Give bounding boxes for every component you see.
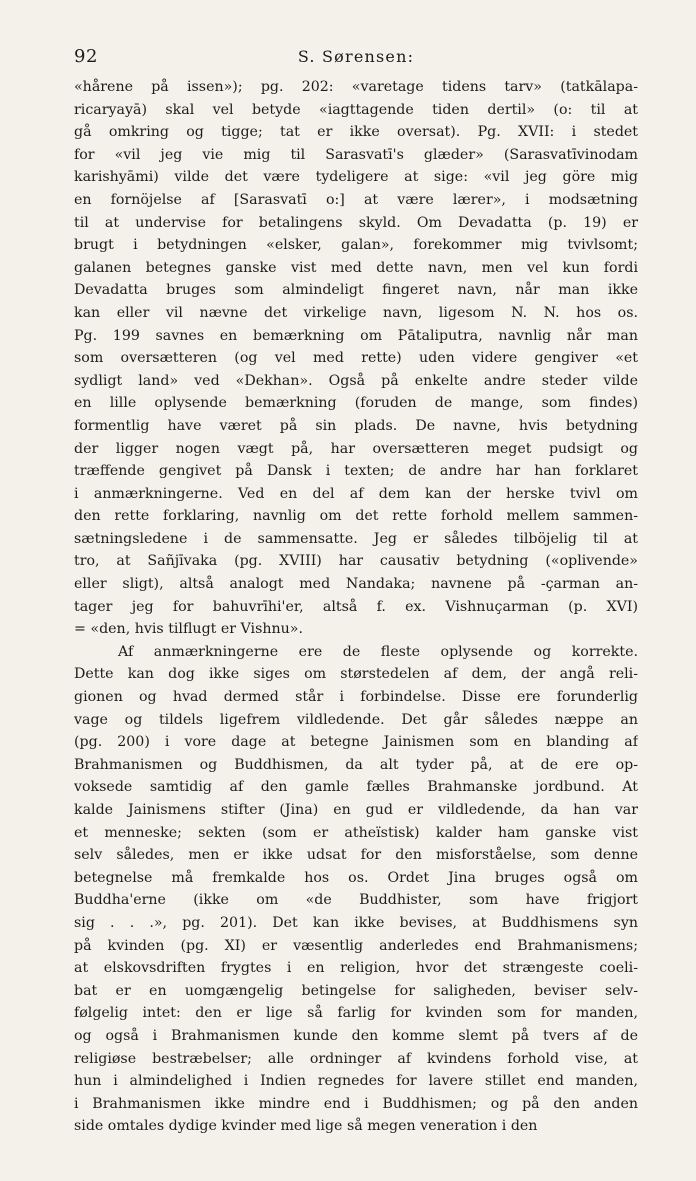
text-line: en lille oplysende bemærkning (foruden de mange, som findes) xyxy=(74,395,638,412)
text-line: i anmærkningerne. Ved en del af dem kan der herske tvivl om xyxy=(74,485,638,502)
text-line: og også i Brahmanismen kunde den komme slemt på tvers af de xyxy=(74,1027,638,1044)
text-line: hun i almindelighed i Indien regnedes for lavere stillet end manden, xyxy=(74,1073,638,1090)
text-line: der ligger nogen vægt på, har oversætteren meget pudsigt og xyxy=(74,440,638,457)
text-line: karishyāmi) vilde det være tydeligere at sige: «vil jeg göre mig xyxy=(74,169,638,186)
text-line: «hårene på issen»); pg. 202: «varetage tidens tarv» (tatkālapa- xyxy=(74,79,638,95)
text-line: den rette forklaring, navnlig om det rette forhold mellem sammen- xyxy=(74,508,638,525)
text-line: en fornöjelse af [Sarasvatī o:] at være lærer», i modsætning xyxy=(74,191,638,208)
text-line: galanen betegnes ganske vist med dette navn, men vel kun fordi xyxy=(74,259,638,276)
text-line: tager jeg for bahuvrīhi'er, altså f. ex. Vishnuçarman (p. XVI) xyxy=(74,598,638,615)
paragraph xyxy=(74,641,638,1138)
text-line: træffende gengivet på Dansk i texten; de andre har han forklaret xyxy=(74,463,638,480)
text-line: ricaryayā) skal vel betyde «iagttagende tiden dertil» (o: til at xyxy=(74,101,638,118)
text-line: et menneske; sekten (som er atheïstisk) kalder ham ganske vist xyxy=(74,824,638,841)
text-line: kan eller vil nævne det virkelige navn, ligesom N. N. hos os. xyxy=(74,304,638,321)
text-line: Af anmærkningerne ere de fleste oplysende og korrekte. xyxy=(118,643,638,660)
book-page xyxy=(74,46,638,1138)
text-line: selv således, men er ikke udsat for den misforståelse, som denne xyxy=(74,847,638,864)
text-line: sig . . .», pg. 201). Det kan ikke bevises, at Buddhismens syn xyxy=(74,914,638,931)
text-line: Brahmanismen og Buddhismen, da alt tyder på, at de ere op- xyxy=(74,756,638,773)
text-line: til at undervise for betalingens skyld. Om Devadatta (p. 19) er xyxy=(74,214,638,231)
text-line: tro, at Sañjīvaka (pg. XVIII) har causativ betydning («oplivende» xyxy=(74,553,638,570)
text-line: (pg. 200) i vore dage at betegne Jainismen som en blanding af xyxy=(74,734,638,751)
text-line: religiøse bestræbelser; alle ordninger af kvindens forhold vise, at xyxy=(74,1050,638,1067)
text-line: Pg. 199 savnes en bemærkning om Pātaliputra, navnlig når man xyxy=(74,327,638,344)
text-line: Devadatta bruges som almindeligt fingeret navn, når man ikke xyxy=(74,282,638,299)
text-line: brugt i betydningen «elsker, galan», forekommer mig tvivlsomt; xyxy=(74,237,638,254)
text-line: på kvinden (pg. XI) er væsentlig anderledes end Brahmanismens; xyxy=(74,937,638,954)
text-line: sætningsledene i de sammensatte. Jeg er således tilböjelig til at xyxy=(74,530,638,547)
text-line: Buddha'erne (ikke om «de Buddhister, som have frigjort xyxy=(74,892,638,909)
text-line: bat er en uomgængelig betingelse for saligheden, beviser selv- xyxy=(74,982,638,999)
text-line: = «den, hvis tilflugt er Vishnu». xyxy=(74,621,303,638)
text-line: for «vil jeg vie mig til Sarasvatī's glæder» (Sarasvatīvinodam xyxy=(74,146,638,163)
text-line: følgelig intet: den er lige så farlig for kvinden som for manden, xyxy=(74,1005,638,1022)
running-head: S. Sørensen: xyxy=(297,47,415,66)
text-line: sydligt land» ved «Dekhan». Også på enkelte andre steder vilde xyxy=(74,372,638,389)
text-line: eller sligt), altså analogt med Nandaka; navnene på -çarman an- xyxy=(74,576,638,593)
text-line: som oversætteren (og vel med rette) uden videre gengiver «et xyxy=(74,350,638,367)
text-line: i Brahmanismen ikke mindre end i Buddhismen; og på den anden xyxy=(74,1095,638,1112)
body-text xyxy=(74,76,638,1138)
text-line: gionen og hvad dermed står i forbindelse. Disse ere forunderlig xyxy=(74,689,638,706)
text-line: gå omkring og tigge; tat er ikke oversat). Pg. XVII: i stedet xyxy=(74,124,638,141)
text-line: vage og tildels ligefrem vildledende. Det går således næppe an xyxy=(74,711,638,728)
text-line: formentlig have været på sin plads. De navne, hvis betydning xyxy=(74,417,638,434)
text-line: at elskovsdriften frygtes i en religion, hvor det strængeste coeli- xyxy=(74,960,638,977)
paragraph xyxy=(74,76,638,641)
page-header xyxy=(74,46,638,76)
text-line: voksede samtidig af den gamle fælles Brahmanske jordbund. At xyxy=(74,779,638,796)
text-line: kalde Jainismens stifter (Jina) en gud er vildledende, da han var xyxy=(74,802,638,818)
page-number: 92 xyxy=(74,46,98,67)
text-line: Dette kan dog ikke siges om størstedelen af dem, der angå reli- xyxy=(74,666,638,683)
text-line: betegnelse må fremkalde hos os. Ordet Jina bruges også om xyxy=(74,869,638,886)
text-line: side omtales dydige kvinder med lige så megen veneration i den xyxy=(74,1118,538,1135)
